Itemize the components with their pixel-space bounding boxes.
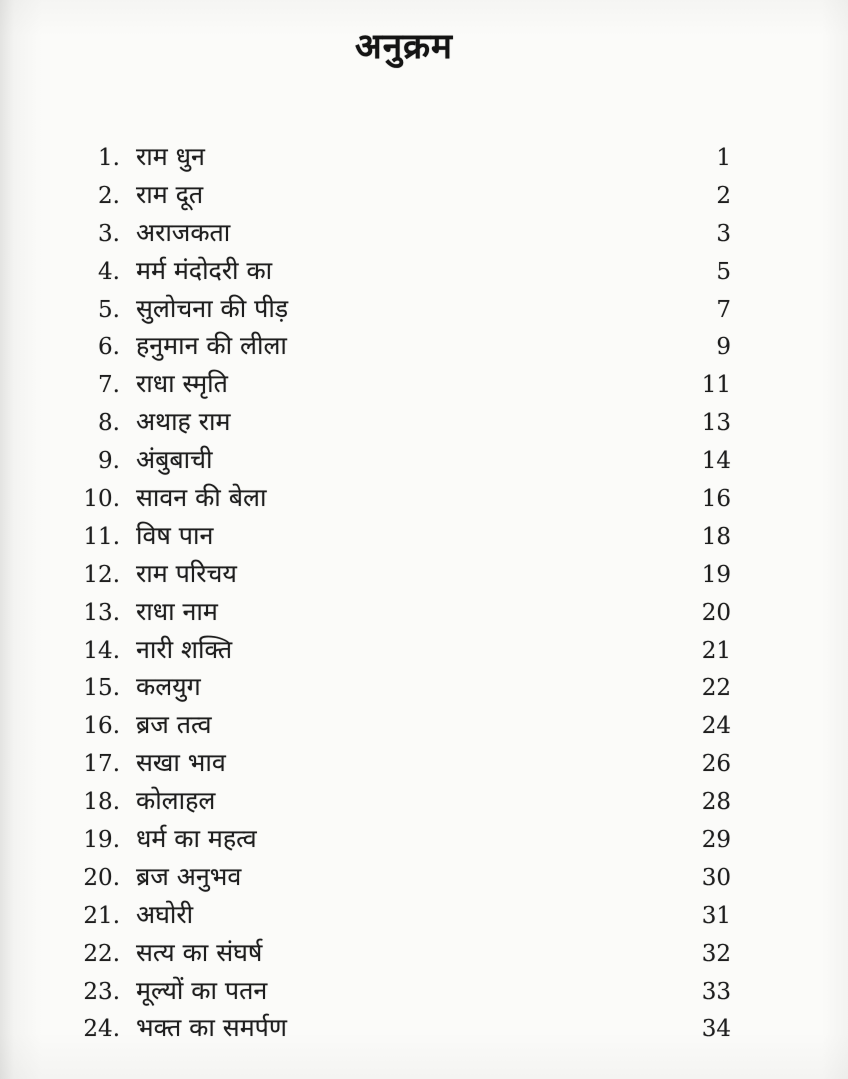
toc-entry-number: 14. bbox=[83, 637, 120, 664]
toc-row bbox=[70, 215, 731, 253]
toc-entry-title: राधा स्मृति bbox=[136, 369, 228, 399]
toc-entry-page-number: 19 bbox=[701, 561, 731, 588]
toc-entry-page-number: 31 bbox=[701, 902, 731, 929]
toc-entry-page-number: 9 bbox=[716, 334, 731, 361]
toc-row bbox=[70, 139, 731, 177]
toc-entry-title: कलयुग bbox=[136, 672, 201, 702]
toc-entry-number: 8. bbox=[98, 410, 120, 437]
toc-entry-title: राम परिचय bbox=[136, 558, 237, 588]
toc-entry-number: 21. bbox=[83, 902, 120, 929]
toc-entry-page-number: 14 bbox=[701, 448, 731, 475]
toc-entry-page-number: 32 bbox=[701, 940, 731, 967]
toc-entry-number: 11. bbox=[83, 523, 120, 550]
toc-entry-title: ब्रज अनुभव bbox=[136, 861, 242, 891]
toc-row bbox=[70, 859, 731, 897]
toc-entry-title: ब्रज तत्व bbox=[136, 710, 212, 740]
toc-row bbox=[70, 556, 731, 594]
toc-entry-page-number: 33 bbox=[701, 978, 731, 1005]
page-title: अनुक्रम bbox=[355, 26, 453, 67]
toc-entry-number: 10. bbox=[83, 486, 120, 513]
toc-entry-page-number: 24 bbox=[701, 713, 731, 740]
toc-entry-title: अराजकता bbox=[136, 217, 231, 247]
toc-row bbox=[70, 442, 731, 480]
toc-row bbox=[70, 935, 731, 973]
toc-entry-number: 22. bbox=[83, 940, 120, 967]
toc-entry-title: सावन की बेला bbox=[136, 483, 267, 513]
toc-row bbox=[70, 973, 731, 1011]
toc-entry-title: हनुमान की लीला bbox=[136, 331, 287, 361]
toc-entry-title: राम दूत bbox=[136, 179, 204, 209]
toc-entry-title: अघोरी bbox=[136, 899, 194, 929]
toc-entry-title: विष पान bbox=[136, 520, 214, 550]
toc-entry-page-number: 1 bbox=[716, 145, 731, 171]
toc-entry-title: मूल्यों का पतन bbox=[136, 975, 268, 1005]
toc-entry-number: 9. bbox=[98, 448, 120, 475]
toc-entry-page-number: 34 bbox=[701, 1016, 731, 1043]
toc-entry-number: 1. bbox=[98, 145, 120, 171]
toc-entry-number: 6. bbox=[98, 334, 120, 361]
toc-entry-page-number: 28 bbox=[701, 789, 731, 816]
toc-entry-title: भक्त का समर्पण bbox=[136, 1013, 287, 1043]
toc-entry-number: 19. bbox=[83, 827, 120, 854]
toc-entry-number: 4. bbox=[98, 258, 120, 285]
toc-entry-number: 20. bbox=[83, 864, 120, 891]
toc-row bbox=[70, 821, 731, 859]
toc-entry-page-number: 7 bbox=[716, 296, 731, 323]
toc-row bbox=[70, 783, 731, 821]
toc-entry-title: सखा भाव bbox=[136, 748, 226, 778]
toc-entry-number: 13. bbox=[83, 599, 120, 626]
toc-entry-number: 16. bbox=[83, 713, 120, 740]
toc-row bbox=[70, 366, 731, 404]
toc-entry-number: 18. bbox=[83, 789, 120, 816]
toc-entry-page-number: 2 bbox=[716, 182, 731, 209]
toc-entry-title: अंबुबाची bbox=[136, 445, 213, 475]
toc-row bbox=[70, 1010, 731, 1048]
toc-entry-page-number: 29 bbox=[701, 827, 731, 854]
toc-entry-page-number: 13 bbox=[701, 410, 731, 437]
toc-row bbox=[70, 632, 731, 670]
toc-entry-page-number: 21 bbox=[701, 637, 731, 664]
toc-entry-page-number: 30 bbox=[701, 864, 731, 891]
toc-row bbox=[70, 328, 731, 366]
toc-entry-page-number: 22 bbox=[701, 675, 731, 702]
toc-entry-title: सुलोचना की पीड़ bbox=[136, 293, 289, 323]
toc-row bbox=[70, 707, 731, 745]
toc-row bbox=[70, 897, 731, 935]
toc-entry-page-number: 16 bbox=[701, 486, 731, 513]
toc-entry-page-number: 26 bbox=[701, 751, 731, 778]
toc-entry-page-number: 11 bbox=[701, 372, 731, 399]
toc-entry-number: 3. bbox=[98, 220, 120, 247]
toc-entry-title: मर्म मंदोदरी का bbox=[136, 255, 273, 285]
toc-entry-title: कोलाहल bbox=[136, 786, 216, 816]
toc-entry-title: नारी शक्ति bbox=[136, 634, 233, 664]
toc-row bbox=[70, 404, 731, 442]
toc-entry-number: 23. bbox=[83, 978, 120, 1005]
toc-entry-number: 2. bbox=[98, 182, 120, 209]
table-of-contents bbox=[70, 139, 731, 1048]
toc-entry-title: सत्य का संघर्ष bbox=[136, 937, 263, 967]
toc-entry-number: 5. bbox=[98, 296, 120, 323]
toc-row bbox=[70, 253, 731, 291]
toc-row bbox=[70, 291, 731, 329]
toc-entry-number: 15. bbox=[83, 675, 120, 702]
toc-entry-title: राधा नाम bbox=[136, 596, 218, 626]
toc-entry-page-number: 5 bbox=[716, 258, 731, 285]
toc-entry-page-number: 20 bbox=[701, 599, 731, 626]
toc-entry-title: अथाह राम bbox=[136, 407, 231, 437]
toc-entry-page-number: 3 bbox=[716, 220, 731, 247]
toc-entry-title: धर्म का महत्व bbox=[136, 824, 257, 854]
toc-entry-number: 24. bbox=[83, 1016, 120, 1043]
toc-row bbox=[70, 594, 731, 632]
toc-row bbox=[70, 480, 731, 518]
toc-entry-title: राम धुन bbox=[136, 142, 205, 171]
toc-row bbox=[70, 669, 731, 707]
toc-entry-number: 17. bbox=[83, 751, 120, 778]
toc-entry-number: 12. bbox=[83, 561, 120, 588]
toc-entry-number: 7. bbox=[98, 372, 120, 399]
toc-row bbox=[70, 177, 731, 215]
toc-row bbox=[70, 745, 731, 783]
toc-entry-page-number: 18 bbox=[701, 523, 731, 550]
toc-row bbox=[70, 518, 731, 556]
